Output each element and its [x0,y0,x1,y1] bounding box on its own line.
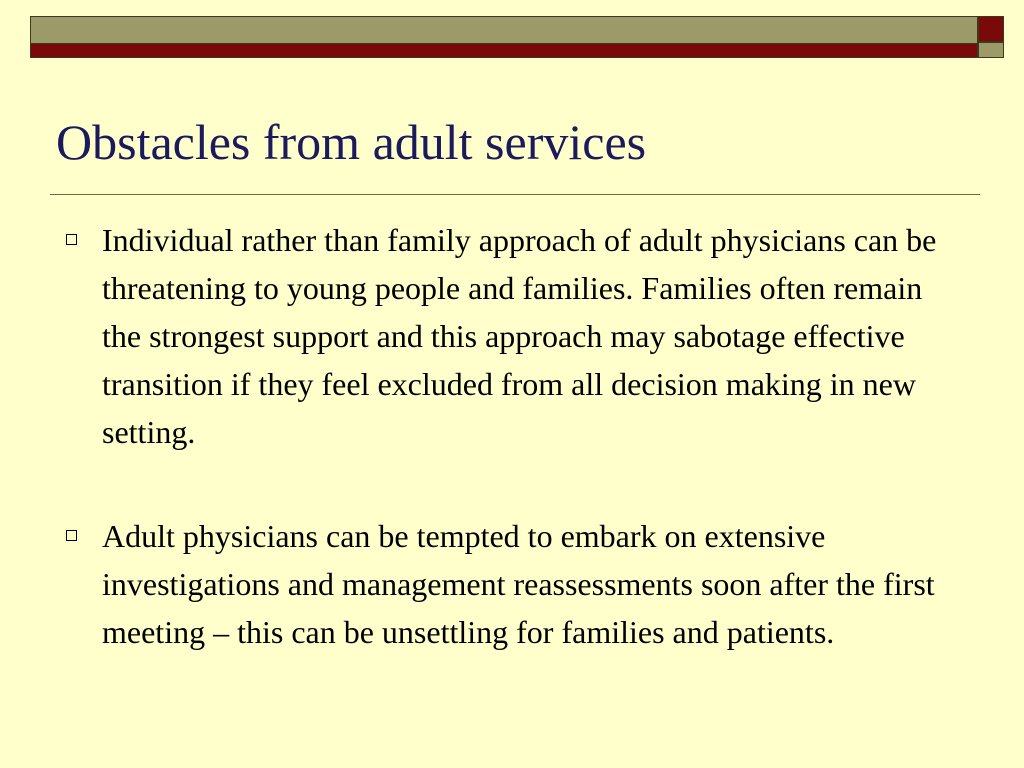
header-decoration-bar [30,16,978,58]
bullet-item [64,216,964,456]
corner-square-maroon [978,16,1004,42]
header-olive-stripe [31,17,977,44]
square-bullet-icon [66,530,77,541]
bullet-text: Adult physicians can be tempted to embark on extensive investigations and management reassessments soon after the first meeting – this can be unsettling for families and patients. [102,518,935,650]
header-maroon-stripe [31,44,977,58]
bullet-text: Individual rather than family approach of adult physicians can be threatening to young people and families. Families often remain the strongest support and this approach may sabotage effective transition if they feel excluded from all decision making in new setting. [102,222,937,450]
bullet-item [64,512,964,656]
square-bullet-icon [66,234,77,245]
slide-title: Obstacles from adult services [56,114,647,170]
title-divider [50,194,980,195]
bullet-list [64,216,964,656]
corner-square-olive [978,42,1004,58]
